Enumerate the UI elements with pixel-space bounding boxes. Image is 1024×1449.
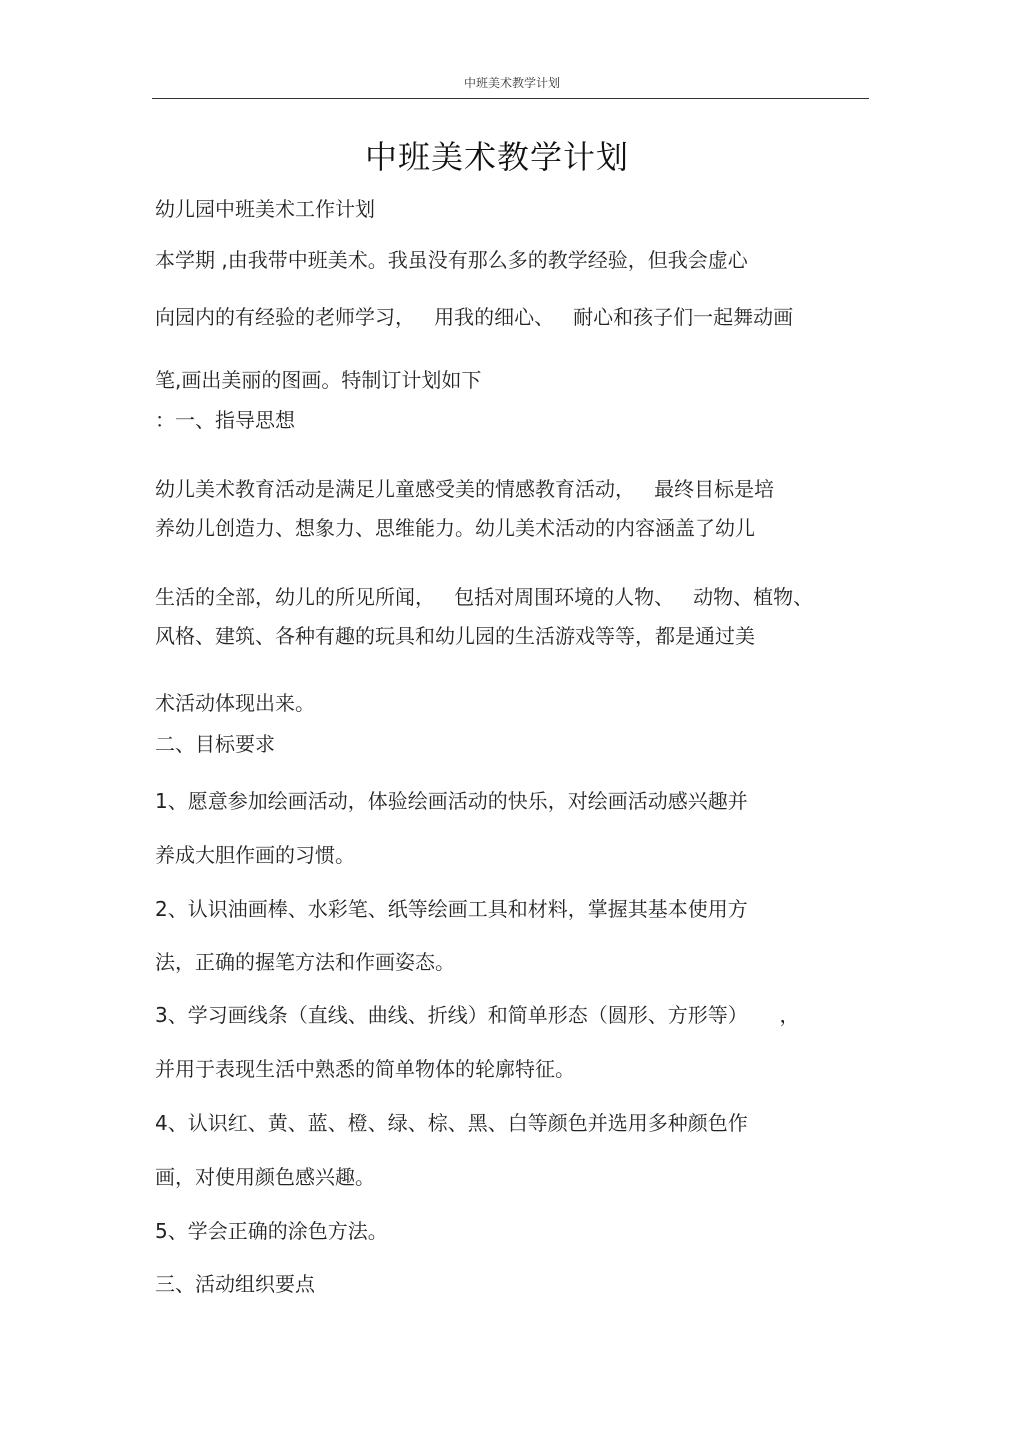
list-item: 1、愿意参加绘画活动，体验绘画活动的快乐，对绘画活动感兴趣并: [155, 789, 748, 813]
page-title: 中班美术教学计划: [364, 138, 629, 176]
paragraph-line: 向园内的有经验的老师学习， 用我的细心、 耐心和孩子们一起舞动画: [155, 305, 794, 329]
paragraph-line: 本学期 ,由我带中班美术。我虽没有那么多的教学经验，但我会虚心: [155, 248, 748, 272]
list-item-continuation: 画，对使用颜色感兴趣。: [155, 1165, 375, 1189]
list-item-continuation: 法，正确的握笔方法和作画姿态。: [155, 950, 455, 974]
paragraph-line: 风格、建筑、各种有趣的玩具和幼儿园的生活游戏等等，都是通过美: [155, 624, 755, 648]
list-item: 4、认识红、黄、蓝、橙、绿、棕、黑、白等颜色并选用多种颜色作: [155, 1111, 748, 1135]
header-divider: [152, 98, 869, 99]
section-heading: ：一、指导思想: [155, 408, 295, 432]
list-item: 5、学会正确的涂色方法。: [155, 1219, 388, 1243]
list-item-continuation: 并用于表现生活中熟悉的简单物体的轮廓特征。: [155, 1057, 575, 1081]
list-item: 2、认识油画棒、水彩笔、纸等绘画工具和材料，掌握其基本使用方: [155, 897, 748, 921]
section-heading: 三、活动组织要点: [155, 1272, 315, 1296]
paragraph-line: 养幼儿创造力、想象力、思维能力。幼儿美术活动的内容涵盖了幼儿: [155, 516, 755, 540]
paragraph-line: 生活的全部，幼儿的所见所闻， 包括对周围环境的人物、 动物、植物、: [155, 585, 814, 609]
paragraph-line: 术活动体现出来。: [155, 691, 315, 715]
subtitle: 幼儿园中班美术工作计划: [155, 197, 375, 221]
list-item: 3、学习画线条（直线、曲线、折线）和简单形态（圆形、方形等） ，: [155, 1003, 800, 1027]
running-header: 中班美术教学计划: [463, 76, 560, 90]
paragraph-line: 笔,画出美丽的图画。特制订计划如下: [155, 368, 482, 392]
list-item-continuation: 养成大胆作画的习惯。: [155, 843, 355, 867]
paragraph-line: 幼儿美术教育活动是满足儿童感受美的情感教育活动， 最终目标是培: [155, 477, 775, 501]
section-heading: 二、目标要求: [155, 732, 275, 756]
